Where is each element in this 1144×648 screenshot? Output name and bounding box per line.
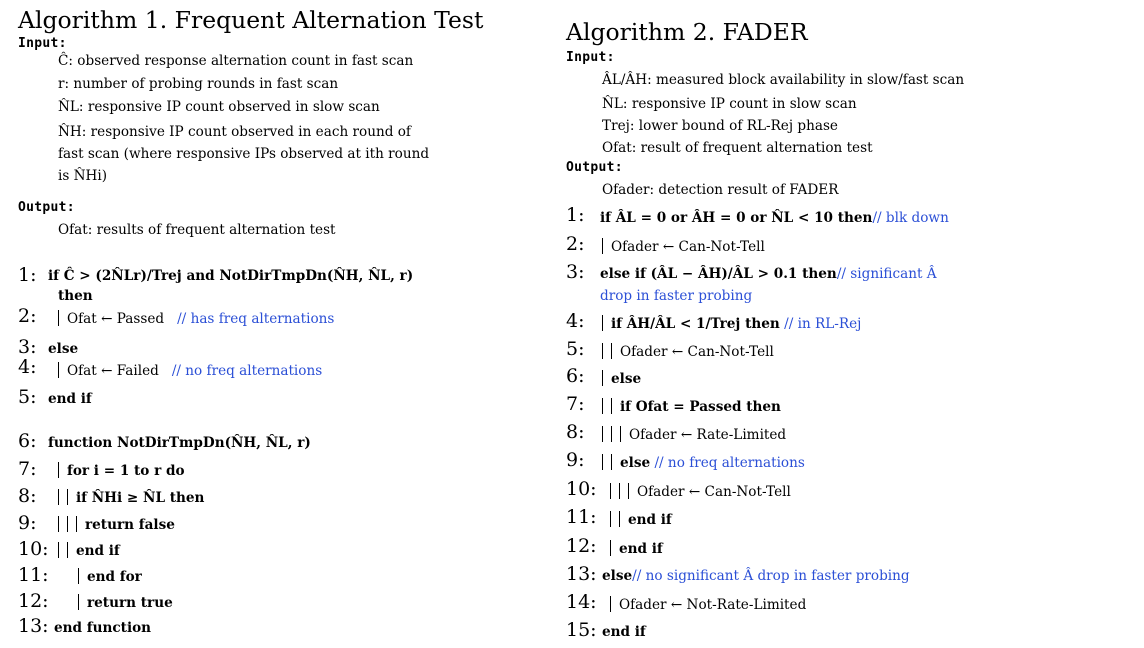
code-line xyxy=(602,343,774,360)
line-number: 2: xyxy=(18,305,37,327)
code-line xyxy=(600,266,937,282)
line-number: 13: xyxy=(18,615,49,637)
indent-bar xyxy=(611,398,612,414)
indent-bar xyxy=(67,542,68,558)
code-text: Ofat ← Passed xyxy=(67,311,165,327)
code-text: if ÂL = 0 or ÂH = 0 or N̂L < 10 then xyxy=(600,210,873,226)
code-line: then xyxy=(58,288,93,304)
code-line xyxy=(78,568,142,585)
indent-bar xyxy=(610,596,611,612)
indent-bar xyxy=(58,489,59,505)
input-item: N̂H: responsive IP count observed in each round of xyxy=(58,124,411,140)
input-item: fast scan (where responsive IPs observed at ith round xyxy=(58,146,430,162)
code-line xyxy=(58,489,204,506)
code-line xyxy=(602,315,861,332)
indent-bar xyxy=(619,511,620,527)
line-number: 11: xyxy=(18,564,49,586)
line-number: 8: xyxy=(18,485,37,507)
indent-bar xyxy=(602,398,603,414)
code-line xyxy=(610,540,663,557)
output-item: Ofader: detection result of FADER xyxy=(602,182,839,198)
line-number: 2: xyxy=(566,233,585,255)
indent-bar xyxy=(78,568,79,584)
line-number: 10: xyxy=(18,538,49,560)
code-comment: // has freq alternations xyxy=(177,311,335,327)
input-item: r: number of probing rounds in fast scan xyxy=(58,76,339,92)
indent-bar xyxy=(58,310,59,326)
indent-bar xyxy=(58,542,59,558)
code-comment: // blk down xyxy=(872,210,949,226)
indent-bar xyxy=(58,516,59,532)
indent-bar xyxy=(602,370,603,386)
line-number: 10: xyxy=(566,478,597,500)
code-text: end if xyxy=(628,512,672,528)
input-item: ÂL/ÂH: measured block availability in slow/fast scan xyxy=(602,72,965,88)
output-label: Output: xyxy=(566,160,623,175)
input-item: is N̂Hi) xyxy=(58,168,108,184)
code-text: else xyxy=(602,568,633,584)
code-line xyxy=(58,310,334,327)
code-text: Ofader ← Not-Rate-Limited xyxy=(619,597,807,613)
code-line xyxy=(602,454,805,471)
indent-bar xyxy=(610,511,611,527)
code-line xyxy=(602,398,781,415)
code-line: function NotDirTmpDn(N̂H, N̂L, r) xyxy=(48,435,311,451)
indent-bar xyxy=(602,454,603,470)
line-number: 12: xyxy=(18,590,49,612)
line-number: 14: xyxy=(566,591,597,613)
code-text: for i = 1 to r do xyxy=(67,463,185,479)
code-text: Ofader ← Can-Not-Tell xyxy=(620,344,774,360)
indent-bar xyxy=(58,462,59,478)
line-number: 1: xyxy=(566,204,585,226)
input-item: Ofat: result of frequent alternation test xyxy=(602,140,873,156)
indent-bar xyxy=(76,516,77,532)
code-line: end if xyxy=(48,391,92,407)
output-label: Output: xyxy=(18,200,75,215)
line-number: 15: xyxy=(566,619,597,641)
code-text: Ofader ← Can-Not-Tell xyxy=(611,239,765,255)
code-text: else xyxy=(611,371,642,387)
line-number: 9: xyxy=(566,449,585,471)
input-label: Input: xyxy=(566,50,615,65)
code-comment: // in RL-Rej xyxy=(784,316,862,332)
code-line: if Ĉ > (2N̂Lr)/Trej and NotDirTmpDn(N̂H, N̂L, r) xyxy=(48,268,414,284)
code-line xyxy=(58,516,175,533)
code-text: if Ofat = Passed then xyxy=(620,399,781,415)
line-number: 4: xyxy=(566,310,585,332)
indent-bar xyxy=(610,540,611,556)
code-comment: // no freq alternations xyxy=(654,455,805,471)
line-number: 13: xyxy=(566,563,597,585)
code-text: else if (ÂL − ÂH)/ÂL > 0.1 then xyxy=(600,266,837,282)
indent-bar xyxy=(602,343,603,359)
input-item: Trej: lower bound of RL-Rej phase xyxy=(602,118,838,134)
code-line xyxy=(610,483,791,500)
indent-bar xyxy=(602,315,603,331)
code-line xyxy=(602,238,765,255)
line-number: 7: xyxy=(566,393,585,415)
input-item: N̂L: responsive IP count observed in slow scan xyxy=(58,99,380,115)
indent-bar xyxy=(619,483,620,499)
code-comment: // no significant Â drop in faster probing xyxy=(632,568,910,584)
code-line xyxy=(602,426,786,443)
code-text: end for xyxy=(87,569,142,585)
code-line xyxy=(610,511,672,528)
code-text: Ofader ← Can-Not-Tell xyxy=(637,484,791,500)
output-item: Ofat: results of frequent alternation test xyxy=(58,222,336,238)
input-label: Input: xyxy=(18,36,67,51)
line-number: 12: xyxy=(566,535,597,557)
code-text: end if xyxy=(76,543,120,559)
indent-bar xyxy=(78,594,79,610)
code-comment: // no freq alternations xyxy=(171,363,323,379)
code-line xyxy=(58,542,120,559)
code-line xyxy=(600,210,949,226)
code-text: Ofat ← Failed xyxy=(67,363,159,379)
indent-bar xyxy=(611,343,612,359)
code-line xyxy=(58,362,322,379)
code-line xyxy=(602,568,910,584)
line-number: 6: xyxy=(18,430,37,452)
code-comment-continued: drop in faster probing xyxy=(600,288,753,304)
indent-bar xyxy=(58,362,59,378)
indent-bar xyxy=(620,426,621,442)
code-line xyxy=(78,594,173,611)
line-number: 5: xyxy=(18,386,37,408)
input-item: Ĉ: observed response alternation count in fast scan xyxy=(58,53,414,69)
indent-bar xyxy=(611,426,612,442)
code-comment: // significant Â xyxy=(836,266,937,282)
line-number: 7: xyxy=(18,458,37,480)
code-line xyxy=(610,596,806,613)
indent-bar xyxy=(610,483,611,499)
indent-bar xyxy=(611,454,612,470)
indent-bar xyxy=(67,489,68,505)
code-text: return false xyxy=(85,517,175,533)
code-line: end if xyxy=(602,624,646,640)
code-line: end function xyxy=(54,620,152,636)
input-item: N̂L: responsive IP count in slow scan xyxy=(602,96,857,112)
line-number: 11: xyxy=(566,506,597,528)
line-number: 3: xyxy=(566,261,585,283)
code-text: if N̂Hi ≥ N̂L then xyxy=(76,490,205,506)
code-text: end if xyxy=(619,541,663,557)
code-text: else xyxy=(620,455,651,471)
code-text: if ÂH/ÂL < 1/Trej then xyxy=(611,316,780,332)
line-number: 6: xyxy=(566,365,585,387)
code-line xyxy=(602,370,641,387)
algorithm-1-title: Algorithm 1. Frequent Alternation Test xyxy=(18,6,484,34)
code-line xyxy=(58,462,185,479)
line-number: 3: xyxy=(18,336,37,358)
indent-bar xyxy=(602,426,603,442)
algorithm-2-title: Algorithm 2. FADER xyxy=(566,18,808,46)
line-number: 5: xyxy=(566,338,585,360)
indent-bar xyxy=(602,238,603,254)
line-number: 1: xyxy=(18,264,37,286)
line-number: 9: xyxy=(18,512,37,534)
code-text: return true xyxy=(87,595,173,611)
code-text: Ofader ← Rate-Limited xyxy=(629,427,787,443)
line-number: 8: xyxy=(566,421,585,443)
code-line: else xyxy=(48,341,79,357)
indent-bar xyxy=(628,483,629,499)
indent-bar xyxy=(67,516,68,532)
line-number: 4: xyxy=(18,356,37,378)
